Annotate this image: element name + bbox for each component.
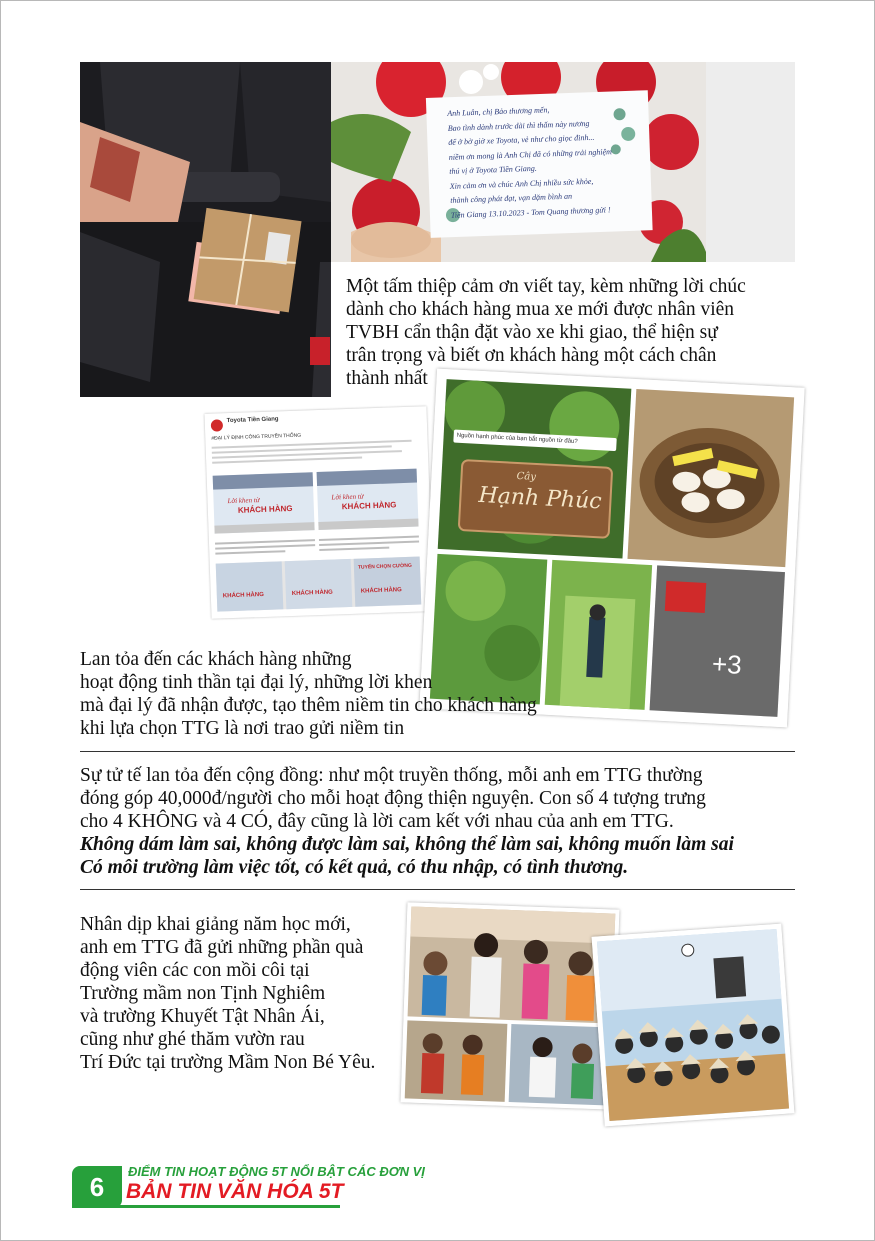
caption-line: hoạt động tinh thần tại đại lý, những lời khen [80, 672, 433, 693]
caption-line: và trường Khuyết Tật Nhân Ái, [80, 1006, 325, 1027]
banner-label: Lời khen từ [227, 496, 260, 506]
spread-caption [80, 648, 537, 740]
banner-label: Lời khen từ [331, 492, 364, 502]
caption-line: mà đại lý đã nhận được, tạo thêm niềm tin cho khách hàng [80, 695, 537, 716]
caption-line: Một tấm thiệp cảm ơn viết tay, kèm những lời chúc [346, 276, 746, 297]
note-line: Anh Luân, chị Bảo thương mến, [447, 105, 550, 118]
sign-small-text: Cây [516, 470, 537, 483]
car-interior-photo [80, 62, 331, 397]
collage-search-bar: Nguồn hạnh phúc của bạn bắt nguồn từ đâu? [453, 430, 616, 452]
note-line: thành công phát đạt, vạn dặm bình an [450, 191, 573, 205]
caption-line: Trí Đức tại trường Mầm Non Bé Yêu. [80, 1052, 376, 1073]
note-line: để ở bờ giờ xe Toyota, vẻ như cho giọc đinh... [448, 132, 595, 147]
small-banner-title: KHÁCH HÀNG [222, 591, 264, 600]
kindness-line: cho 4 KHÔNG và 4 CÓ, đây cũng là lời cam kết với nhau của anh em TTG. [80, 811, 674, 832]
small-banner-title: KHÁCH HÀNG [360, 587, 402, 595]
kindness-line: đóng góp 40,000đ/người cho mỗi hoạt động thiện nguyện. Con số 4 tượng trưng [80, 788, 706, 809]
note-line: Tiền Giang 13.10.2023 - Tom Quang thương gửi ! [450, 204, 611, 220]
caption-line: Nhân dịp khai giảng năm học mới, [80, 914, 351, 935]
page-number: 6 [72, 1166, 122, 1208]
avatar [211, 419, 223, 431]
school-caption [80, 913, 375, 1074]
kindness-paragraph [80, 764, 734, 879]
facebook-post-screenshot [204, 406, 433, 619]
caption-line: động viên các con mồi côi tại [80, 960, 310, 981]
note-line: Xin cảm ơn và chúc Anh Chị nhiều sức khỏe, [449, 176, 594, 191]
post-page-name: Toyota Tiền Giang [226, 416, 279, 425]
footer-title: BẢN TIN VĂN HÓA 5T [126, 1180, 344, 1203]
divider-bottom [80, 889, 795, 890]
divider-top [80, 751, 795, 752]
caption-line: cũng như ghé thăm vườn rau [80, 1029, 305, 1050]
caption-line: dành cho khách hàng mua xe mới được nhân viên [346, 299, 735, 320]
sign-big-text: Hạnh Phúc [477, 482, 603, 515]
caption-line: trân trọng và biết ơn khách hàng một cách chân [346, 345, 717, 366]
note-line: thú vị ở Toyota Tiền Giang. [449, 163, 537, 176]
four-no-motto: Không dám làm sai, không được làm sai, không thể làm sai, không muốn làm sai [80, 834, 734, 855]
banner-title: KHÁCH HÀNG [237, 503, 293, 515]
caption-line: TVBH cẩn thận đặt vào xe khi giao, thể hiện sự [346, 322, 718, 343]
caption-line: Trường mầm non Tịnh Nghiêm [80, 983, 326, 1004]
caption-line: thành nhất [346, 368, 428, 389]
note-line: Bao tình dành trước dài thì thấm này nương [447, 118, 590, 133]
caption-line: anh em TTG đã gửi những phần quà [80, 937, 364, 958]
classroom-photo [592, 924, 795, 1127]
caption-line: Lan tỏa đến các khách hàng những [80, 649, 352, 670]
four-yes-motto: Có môi trường làm việc tốt, có kết quả, có thu nhập, có tình thương. [80, 857, 629, 878]
footer-subtitle: ĐIỂM TIN HOẠT ĐỘNG 5T NỔI BẬT CÁC ĐƠN VỊ [128, 1164, 425, 1179]
footer-underline [72, 1205, 340, 1208]
banner-left [213, 472, 315, 533]
thank-you-card-photo [331, 62, 795, 262]
banner-right [317, 469, 419, 530]
note-line: niềm ơn mong là Anh Chị đã có những trải nghiệm [448, 146, 612, 162]
more-photos-count[interactable]: +3 [711, 648, 743, 680]
small-banner-label: TUYỂN CHỌN CƯỜNG [357, 562, 413, 571]
card-caption [346, 275, 746, 390]
small-banner-title: KHÁCH HÀNG [291, 589, 333, 597]
kids-gift-collage [401, 902, 620, 1109]
caption-line: khi lựa chọn TTG là nơi trao gửi niềm tin [80, 718, 405, 739]
kindness-line: Sự tử tế lan tỏa đến cộng đồng: như một truyền thống, mỗi anh em TTG thường [80, 765, 703, 786]
post-headline: #ĐẠI LÝ ĐỊNH CÔNG TRUYỀN THỐNG [211, 432, 302, 442]
banner-title: KHÁCH HÀNG [341, 500, 397, 512]
